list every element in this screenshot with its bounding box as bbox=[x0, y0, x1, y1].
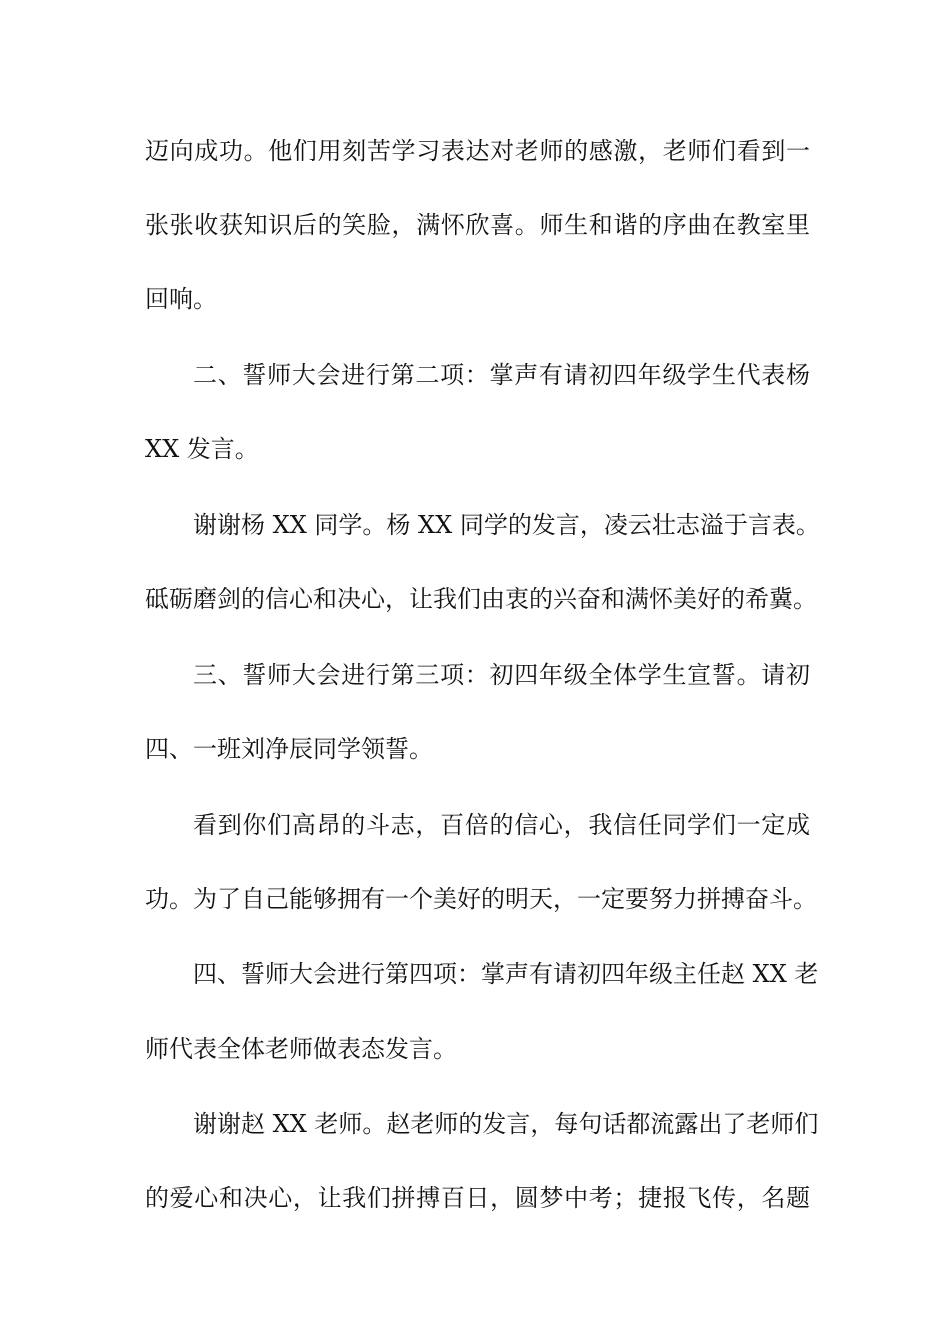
text-line: 师代表全体老师做表态发言。 bbox=[145, 1035, 457, 1063]
text-line: 砥砺磨剑的信心和决心，让我们由衷的兴奋和满怀美好的希冀。 bbox=[145, 585, 817, 613]
text-line: 谢谢杨 XX 同学。杨 XX 同学的发言，凌云壮志溢于言表。 bbox=[193, 511, 820, 539]
text-line: 迈向成功。他们用刻苦学习表达对老师的感激，老师们看到一 bbox=[145, 137, 810, 165]
text-line: 的爱心和决心，让我们拼搏百日，圆梦中考；捷报飞传，名题 bbox=[145, 1184, 810, 1212]
text-line: 谢谢赵 XX 老师。赵老师的发言，每句话都流露出了老师们 bbox=[193, 1110, 819, 1138]
text-line: 张张收获知识后的笑脸，满怀欣喜。师生和谐的序曲在教室里 bbox=[145, 211, 810, 239]
text-line: XX 发言。 bbox=[145, 435, 259, 463]
text-line: 看到你们高昂的斗志，百倍的信心，我信任同学们一定成 bbox=[193, 811, 810, 839]
text-line: 回响。 bbox=[145, 285, 217, 313]
text-line: 三、誓师大会进行第三项：初四年级全体学生宣誓。请初 bbox=[193, 661, 810, 689]
text-line: 二、誓师大会进行第二项：掌声有请初四年级学生代表杨 bbox=[193, 361, 810, 389]
text-line: 功。为了自己能够拥有一个美好的明天，一定要努力拼搏奋斗。 bbox=[145, 885, 817, 913]
text-line: 四、誓师大会进行第四项：掌声有请初四年级主任赵 XX 老 bbox=[193, 960, 819, 988]
text-line: 四、一班刘净辰同学领誓。 bbox=[145, 735, 433, 763]
